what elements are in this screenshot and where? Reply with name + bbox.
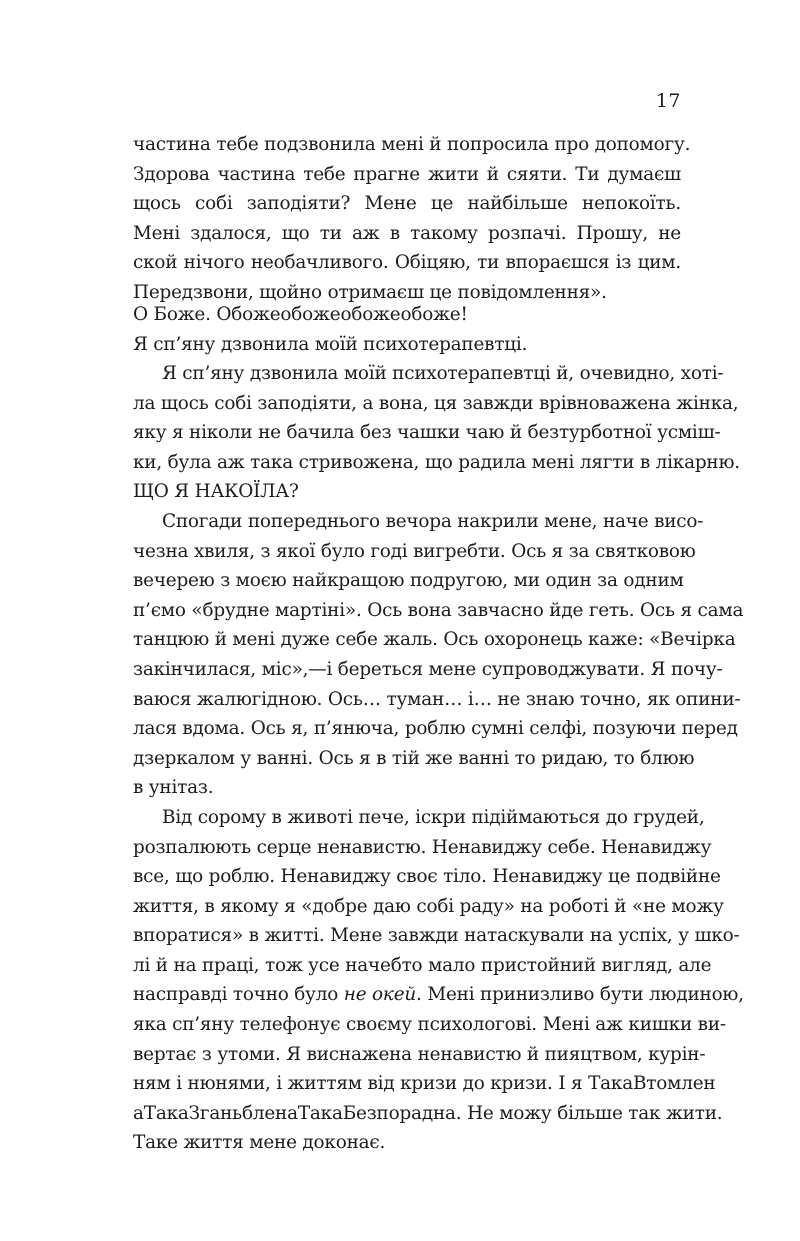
text-line: чезна хвиля, з якої було годі вигребти. Ось я за святковою xyxy=(133,540,696,562)
reaction-line: О Боже. Обожеобожеобожеобоже! xyxy=(133,304,468,325)
text-line: ваюся жалюгідною. Ось… туман… і… не знаю точно, як опини- xyxy=(133,688,741,710)
quote-line: щось собі заподіяти? Мене це найбільше непокоїть. xyxy=(133,193,681,215)
quote-line: ской нічого необачливого. Обіцяю, ти впораєшся із цим. xyxy=(133,252,681,274)
text-line: яка сп’яну телефонує своєму психологові. Мені аж кишки ви- xyxy=(133,1014,726,1036)
text-line: вечерею з моєю найкращою подругою, ми один за одним xyxy=(133,570,684,592)
reaction-line: Я сп’яну дзвонила моїй психотерапевтці. xyxy=(133,333,528,355)
text-line: закінчилася, міс»,—і береться мене супроводжувати. Я почу- xyxy=(133,658,723,680)
text-line: Я сп’яну дзвонила моїй психотерапевтці й, очевидно, хоті- xyxy=(162,363,724,384)
text-line: яку я ніколи не бачила без чашки чаю й безтурботної усміш- xyxy=(133,422,721,444)
text-line: життя, в якому я «добре даю собі раду» на роботі й «не можу xyxy=(133,895,724,917)
text-line: дзеркалом у ванні. Ось я в тій же ванні то ридаю, то блюю xyxy=(133,747,695,769)
text-line: ЩО Я НАКОЇЛА? xyxy=(133,481,299,503)
reaction-lines xyxy=(133,300,681,359)
text-line: ла щось собі заподіяти, а вона, ця завжди врівноважена жінка, xyxy=(133,392,739,414)
text-line: ки, була аж така стривожена, що радила мені лягти в лікарню. xyxy=(133,451,740,473)
paragraph-3 xyxy=(133,803,744,1158)
text-segment: насправді точно було xyxy=(133,984,344,1006)
quote-line: Мені здалося, що ти аж в такому розпачі. Прошу, не xyxy=(133,222,681,244)
text-line: танцюю й мені дуже себе жаль. Ось охоронець каже: «Вечірка xyxy=(133,629,736,651)
quoted-message xyxy=(133,130,691,308)
page-number: 17 xyxy=(655,90,681,112)
italic-emphasis: не окей. xyxy=(343,984,422,1006)
text-line: п’ємо «брудне мартіні». Ось вона завчасно йде геть. Ось я сама xyxy=(133,599,744,621)
quote-line: Передзвони, щойно отримаєш це повідомлення». xyxy=(133,281,607,303)
body-text xyxy=(133,359,744,1158)
text-line: ням і нюнями, і життям від кризи до кризи. І я ТакаВтомлен xyxy=(133,1073,716,1095)
quote-line: Здорова частина тебе прагне жити й сяяти. Ти думаєш xyxy=(133,163,681,185)
text-segment: Мені принизливо бути людиною, xyxy=(421,984,744,1006)
paragraph-2 xyxy=(133,507,744,803)
text-line: Таке життя мене доконає. xyxy=(133,1132,386,1154)
text-line: все, що роблю. Ненавиджу своє тіло. Ненавиджу це подвійне xyxy=(133,866,721,888)
text-line: лі й на праці, тож усе начебто мало пристойний вигляд, але xyxy=(133,954,712,976)
text-line: лася вдома. Ось я, п’янюча, роблю сумні селфі, позуючи перед xyxy=(133,718,738,740)
quote-line: частина тебе подзвонила мені й попросила про допомогу. xyxy=(133,134,691,155)
text-line: аТакаЗганьбленаТакаБезпорадна. Не можу більше так жити. xyxy=(133,1102,723,1124)
text-line: вертає з утоми. Я виснажена ненавистю й пияцтвом, курін- xyxy=(133,1043,706,1065)
text-line: розпалюють серце ненавистю. Ненавиджу себе. Ненавиджу xyxy=(133,836,712,858)
text-line: Спогади попереднього вечора накрили мене, наче висо- xyxy=(162,510,704,532)
text-line-with-emphasis xyxy=(133,980,744,1010)
text-line: в унітаз. xyxy=(133,777,214,799)
text-line: впоратися» в житті. Мене завжди натаскували на успіх, у шко- xyxy=(133,925,740,947)
paragraph-1 xyxy=(133,359,740,507)
text-line: Від сорому в животі пече, іскри підіймаються до грудей, xyxy=(162,806,705,828)
